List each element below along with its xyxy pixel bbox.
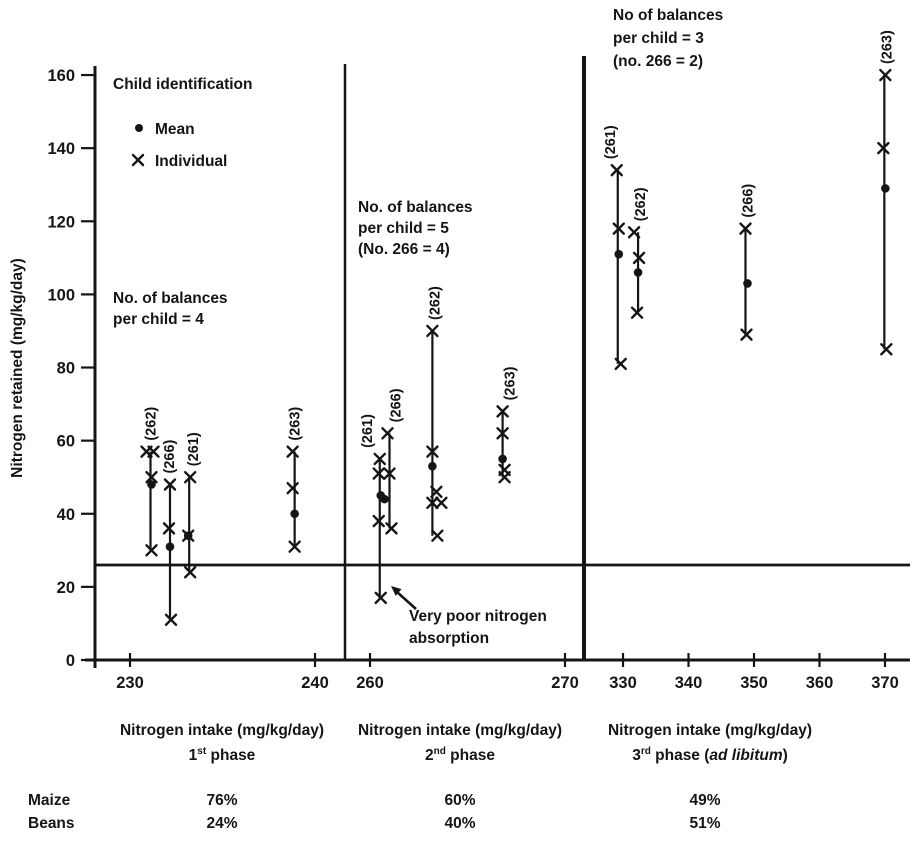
phase3-num: 3 — [632, 747, 641, 765]
y-tick-label: 0 — [65, 652, 75, 670]
legend-mean-label: Mean — [155, 121, 195, 138]
mean-dot-marker — [881, 184, 890, 193]
child-group-263-phase3 — [878, 30, 895, 354]
individual-x-marker — [500, 472, 510, 482]
individual-x-marker — [288, 447, 298, 457]
x-tick-label: 260 — [356, 674, 384, 692]
balance-note-line: per child = 5 — [358, 220, 449, 237]
phase3-axis-label-line2 — [560, 741, 860, 766]
child-group-266-phase3 — [740, 184, 756, 340]
y-tick-label: 140 — [47, 140, 75, 159]
phase1-sup: st — [197, 746, 207, 757]
y-tick-label: 100 — [47, 286, 75, 305]
y-tick-label: 80 — [56, 359, 75, 378]
individual-x-marker — [288, 483, 298, 493]
balance-note-line: (No. 266 = 4) — [358, 241, 450, 258]
phase1-num: 1 — [188, 747, 198, 765]
balance-note-line: No. of balances — [113, 290, 228, 307]
y-tick-label: 120 — [47, 213, 75, 232]
child-group-262-phase3 — [629, 187, 649, 317]
phase3-axis-label — [560, 720, 860, 766]
footer-row-label-maize: Maize — [28, 792, 71, 809]
annotation-line-2: absorption — [409, 630, 490, 647]
mean-dot-marker — [634, 268, 643, 277]
child-id-label: (263) — [287, 406, 304, 441]
mean-dot-marker — [614, 250, 623, 259]
phase3-axis-label-line1: Nitrogen intake (mg/kg/day) — [607, 722, 813, 739]
child-id-label: (263) — [879, 30, 896, 65]
child-group-262-phase1 — [142, 407, 160, 556]
x-tick-label: 350 — [740, 674, 768, 692]
annotation-line-1: Very poor nitrogen — [409, 608, 547, 625]
mean-dot-marker — [498, 455, 507, 464]
phase2-num: 2 — [425, 747, 434, 765]
child-group-261-phase3 — [603, 125, 626, 369]
phase1-rest: phase — [206, 747, 256, 765]
phase1-axis-label-line1: Nitrogen intake (mg/kg/day) — [119, 722, 325, 739]
balance-note-line: (no. 266 = 2) — [613, 53, 704, 70]
phase3-tail: ) — [782, 747, 788, 765]
child-id-label: (261) — [186, 432, 203, 467]
phase2-rest: phase — [445, 747, 495, 765]
x-tick-label: 230 — [116, 674, 144, 692]
footer-value-beans-phase2: 40% — [444, 815, 476, 832]
y-tick-label: 60 — [56, 432, 75, 451]
y-tick-label: 40 — [56, 505, 75, 524]
child-group-262-phase2 — [427, 286, 446, 541]
child-group-263-phase1 — [288, 407, 304, 552]
child-id-label: (261) — [602, 125, 619, 160]
legend-title: Child identification — [113, 76, 253, 93]
poor-absorption-annotation — [391, 586, 547, 647]
mean-dot-icon — [135, 124, 143, 132]
mean-dot-marker — [380, 495, 389, 504]
child-group-263-phase2 — [498, 366, 519, 482]
child-id-label: (266) — [740, 183, 757, 218]
x-tick-label: 330 — [609, 674, 637, 692]
balance-note-line: per child = 4 — [113, 311, 204, 328]
phase3-sup: rd — [640, 746, 651, 757]
x-tick-label: 340 — [674, 674, 703, 692]
child-group-261-phase1 — [183, 432, 202, 577]
child-id-label: (262) — [633, 187, 650, 222]
balance-note-line: No. of balances — [358, 199, 473, 216]
balance-note-line: No of balances — [613, 7, 724, 24]
mean-dot-marker — [743, 279, 752, 288]
footer-value-maize-phase3: 49% — [689, 792, 721, 809]
x-marker-icon — [133, 155, 143, 165]
phase3-italic: ad libitum — [709, 747, 783, 765]
child-id-label: (261) — [359, 414, 376, 448]
mean-dot-marker — [147, 480, 156, 489]
individual-x-marker — [436, 498, 446, 508]
child-id-label: (266) — [162, 439, 178, 474]
phase3-rest: phase ( — [650, 747, 710, 765]
footer-value-beans-phase1: 24% — [206, 815, 238, 832]
child-id-label: (263) — [502, 366, 519, 401]
mean-dot-marker — [290, 509, 299, 518]
x-tick-label: 240 — [301, 674, 329, 692]
mean-dot-marker — [428, 462, 437, 471]
mean-dot-marker — [166, 542, 175, 551]
individual-x-marker — [387, 523, 397, 533]
annotation-arrow — [397, 592, 416, 609]
y-tick-label: 20 — [56, 578, 75, 597]
child-group-261-phase2 — [360, 414, 386, 603]
phase2-sup: nd — [433, 746, 446, 757]
footer-value-maize-phase1: 76% — [206, 792, 238, 809]
footer-value-beans-phase3: 51% — [689, 815, 721, 832]
footer-value-maize-phase2: 60% — [444, 792, 476, 809]
footer-row-label-beans: Beans — [28, 815, 75, 832]
legend — [113, 76, 253, 170]
legend-individual-label: Individual — [155, 153, 228, 170]
mean-dot-marker — [184, 531, 193, 540]
x-tick-label: 370 — [871, 674, 899, 692]
child-group-266-phase2 — [380, 388, 404, 533]
child-id-label: (262) — [143, 406, 160, 441]
child-id-label: (266) — [388, 388, 405, 423]
x-tick-label: 270 — [551, 674, 579, 692]
y-axis-title: Nitrogen retained (mg/kg/day) — [9, 258, 26, 478]
phase2-axis-label-line1: Nitrogen intake (mg/kg/day) — [357, 722, 563, 739]
individual-x-marker — [432, 531, 442, 541]
balance-note-line: per child = 3 — [613, 30, 704, 47]
x-tick-label: 360 — [805, 674, 834, 692]
plot-content — [47, 7, 898, 692]
y-tick-label: 160 — [47, 67, 75, 86]
child-group-266-phase1 — [162, 439, 178, 624]
individual-x-marker — [881, 344, 891, 354]
child-id-label: (262) — [427, 286, 444, 320]
individual-x-marker — [383, 428, 393, 438]
